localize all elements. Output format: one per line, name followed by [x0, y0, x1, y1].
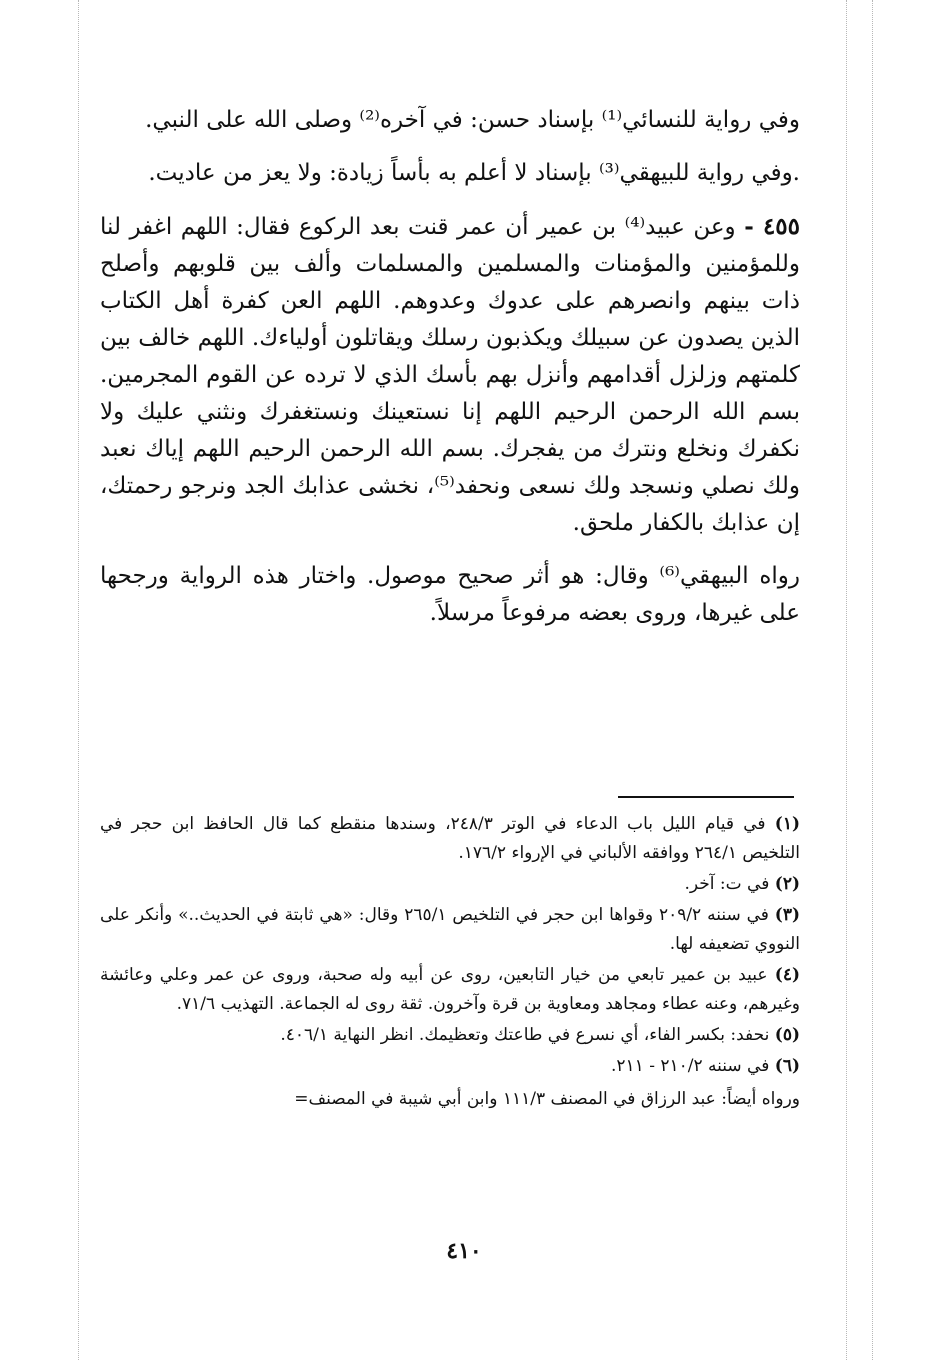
footnote-number: (٤)	[774, 965, 801, 985]
footnote-text: في سننه ٢٠٩/٢ وقواها ابن حجر في التلخيص ٢٦٥/١ وقال: «هي ثابتة في الحديث..» وأنكر على النووي تضعيفه لها.	[100, 905, 800, 954]
footnote-separator	[618, 796, 794, 798]
footnote-number: (٣)	[774, 905, 800, 925]
hadith-text: وعن عبيد⁽⁴⁾ بن عمير أن عمر قنت بعد الركوع فقال: اللهم اغفر لنا وللمؤمنين والمؤمنات والمسلمين والمسلمات وألف بين قلوبهم وأصلح ذات بينهم وانصرهم على عدوك وعدوهم. اللهم العن كفرة أهل الكتاب الذين يصدون عن سبيلك ويكذبون رسلك ويقاتلون أولياءك. اللهم خالف بين كلمتهم وزلزل أقدامهم وأنزل بهم بأسك الذي لا ترده عن القوم المجرمين. بسم الله الرحمن الرحيم اللهم إنا نستعينك ونستغفرك ونثني عليك ولا نكفرك ونخلع ونترك من يفجرك. بسم الله الرحمن الرحيم اللهم إياك نعبد ولك نصلي ونسجد ولك نسعى ونحفد⁽⁵⁾، نخشى عذابك الجد ونرجو رحمتك، إن عذابك بالكفار ملحق.	[100, 214, 800, 536]
footnote-6	[100, 1052, 800, 1081]
footnote-1	[100, 810, 800, 868]
paragraph-nasai: وفي رواية للنسائي⁽¹⁾ بإسناد حسن: في آخره⁽²⁾ وصلى الله على النبي.	[145, 107, 800, 133]
footnotes	[100, 810, 800, 1116]
footnote-number: (٥)	[774, 1025, 800, 1045]
paragraph-hadith	[100, 208, 800, 542]
footnote-3	[100, 901, 800, 959]
footnote-text: عبيد بن عمير تابعي من خيار التابعين، روى عن أبيه وله صحبة، وروى عن عمر وعلي وعائشة وغيرهم، وعنه عطاء ومجاهد ومعاوية بن قرة وآخرون. ثقة روى له الجماعة. التهذيب ٧١/٦.	[100, 965, 800, 1014]
footnote-text: في قيام الليل باب الدعاء في الوتر ٢٤٨/٣، وسندها منقطع كما قال الحافظ ابن حجر في التلخيص ٢٦٤/١ ووافقه الألباني في الإرواء ١٧٦/٢.	[100, 814, 800, 863]
footnote-continuation: ورواه أيضاً: عبد الرزاق في المصنف ١١١/٣ وابن أبي شيبة في المصنف=	[294, 1089, 800, 1109]
footnote-2	[100, 870, 800, 899]
page-number: ٤١٠	[446, 1238, 482, 1264]
margin-line-right-outer	[872, 0, 873, 1360]
paragraph-narration: رواه البيهقي⁽⁶⁾ وقال: هو أثر صحيح موصول. واختار هذه الرواية ورجحها على غيرها، وروى بعضه مرفوعاً مرسلاً.	[100, 563, 800, 626]
margin-line-left	[78, 0, 79, 1360]
footnote-number: (١)	[774, 814, 800, 834]
main-text	[100, 102, 800, 648]
footnote-text: نحفد: بكسر الفاء، أي نسرع في طاعتك وتعظيمك. انظر النهاية ٤٠٦/١.	[280, 1025, 770, 1045]
footnote-4	[100, 961, 800, 1019]
hadith-number: ٤٥٥ -	[744, 213, 801, 240]
paragraph-bayhaqi: .وفي رواية للبيهقي⁽³⁾ بإسناد لا أعلم به بأساً زيادة: ولا يعز من عاديت.	[148, 160, 800, 186]
footnote-text: في سننه ٢١٠/٢ - ٢١١.	[610, 1056, 770, 1076]
footnote-number: (٦)	[774, 1056, 800, 1076]
footnote-number: (٢)	[774, 874, 800, 894]
margin-line-right	[846, 0, 847, 1360]
footnote-text: في ت: آخر.	[684, 874, 770, 894]
footnote-5	[100, 1021, 800, 1050]
